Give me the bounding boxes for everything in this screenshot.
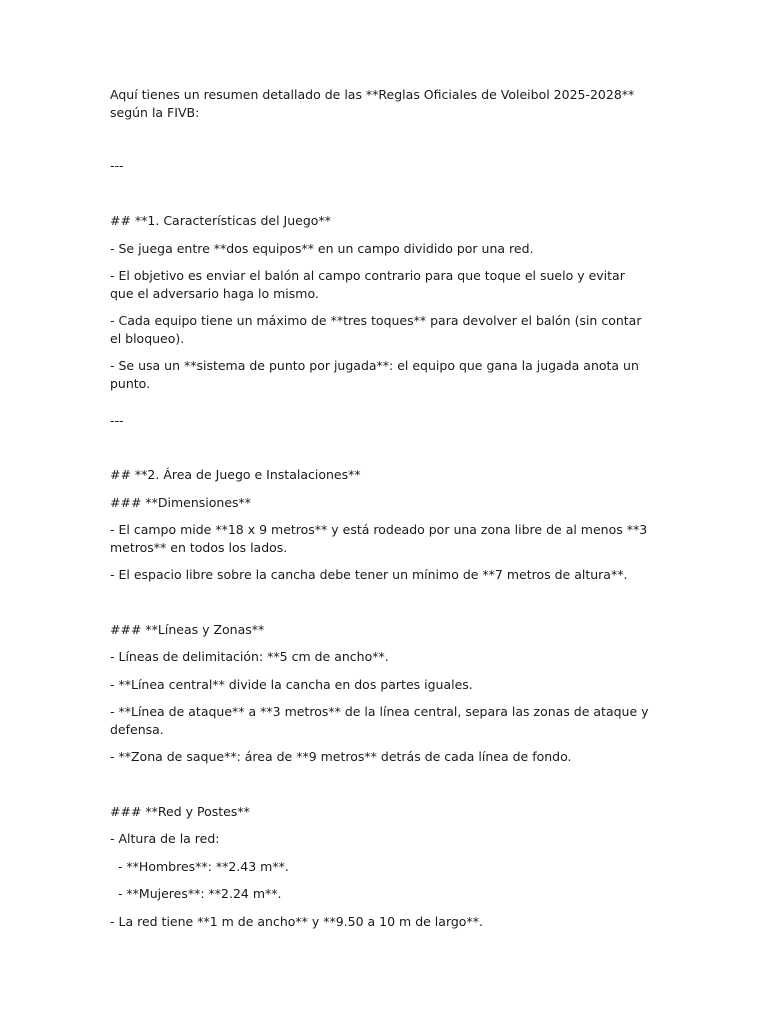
separator: --- [110,413,124,428]
list-item: - **Línea de ataque** a **3 metros** de la línea central, separa las zonas de ataque y defensa. [110,704,649,737]
list-item: - El objetivo es enviar el balón al campo contrario para que toque el suelo y evitar que el adversario haga lo mismo. [110,268,625,301]
section-heading: ## **1. Características del Juego** [110,213,331,228]
subsection-heading: ### **Líneas y Zonas** [110,622,265,637]
separator: --- [110,158,124,173]
list-item: - El espacio libre sobre la cancha debe tener un mínimo de **7 metros de altura**. [110,567,628,582]
list-item: - La red tiene **1 m de ancho** y **9.50 a 10 m de largo**. [110,914,483,929]
list-item: - **Línea central** divide la cancha en dos partes iguales. [110,677,473,692]
list-item: - Cada equipo tiene un máximo de **tres toques** para devolver el balón (sin contar el bloqueo). [110,313,642,346]
subsection-heading: ### **Red y Postes** [110,804,250,819]
list-subitem: - **Hombres**: **2.43 m**. [110,859,289,874]
list-item: - Se juega entre **dos equipos** en un campo dividido por una red. [110,241,534,256]
list-item: - Altura de la red: [110,831,220,846]
intro-paragraph: Aquí tienes un resumen detallado de las **Reglas Oficiales de Voleibol 2025-2028** según la FIVB: [110,87,635,120]
subsection-heading: ### **Dimensiones** [110,495,252,510]
section-heading: ## **2. Área de Juego e Instalaciones** [110,467,361,482]
list-subitem: - **Mujeres**: **2.24 m**. [110,886,282,901]
list-item: - Se usa un **sistema de punto por jugada**: el equipo que gana la jugada anota un punto. [110,358,639,391]
list-item: - El campo mide **18 x 9 metros** y está rodeado por una zona libre de al menos **3 metros** en todos los lados. [110,522,648,555]
list-item: - Líneas de delimitación: **5 cm de ancho**. [110,649,389,664]
list-item: - **Zona de saque**: área de **9 metros** detrás de cada línea de fondo. [110,749,572,764]
